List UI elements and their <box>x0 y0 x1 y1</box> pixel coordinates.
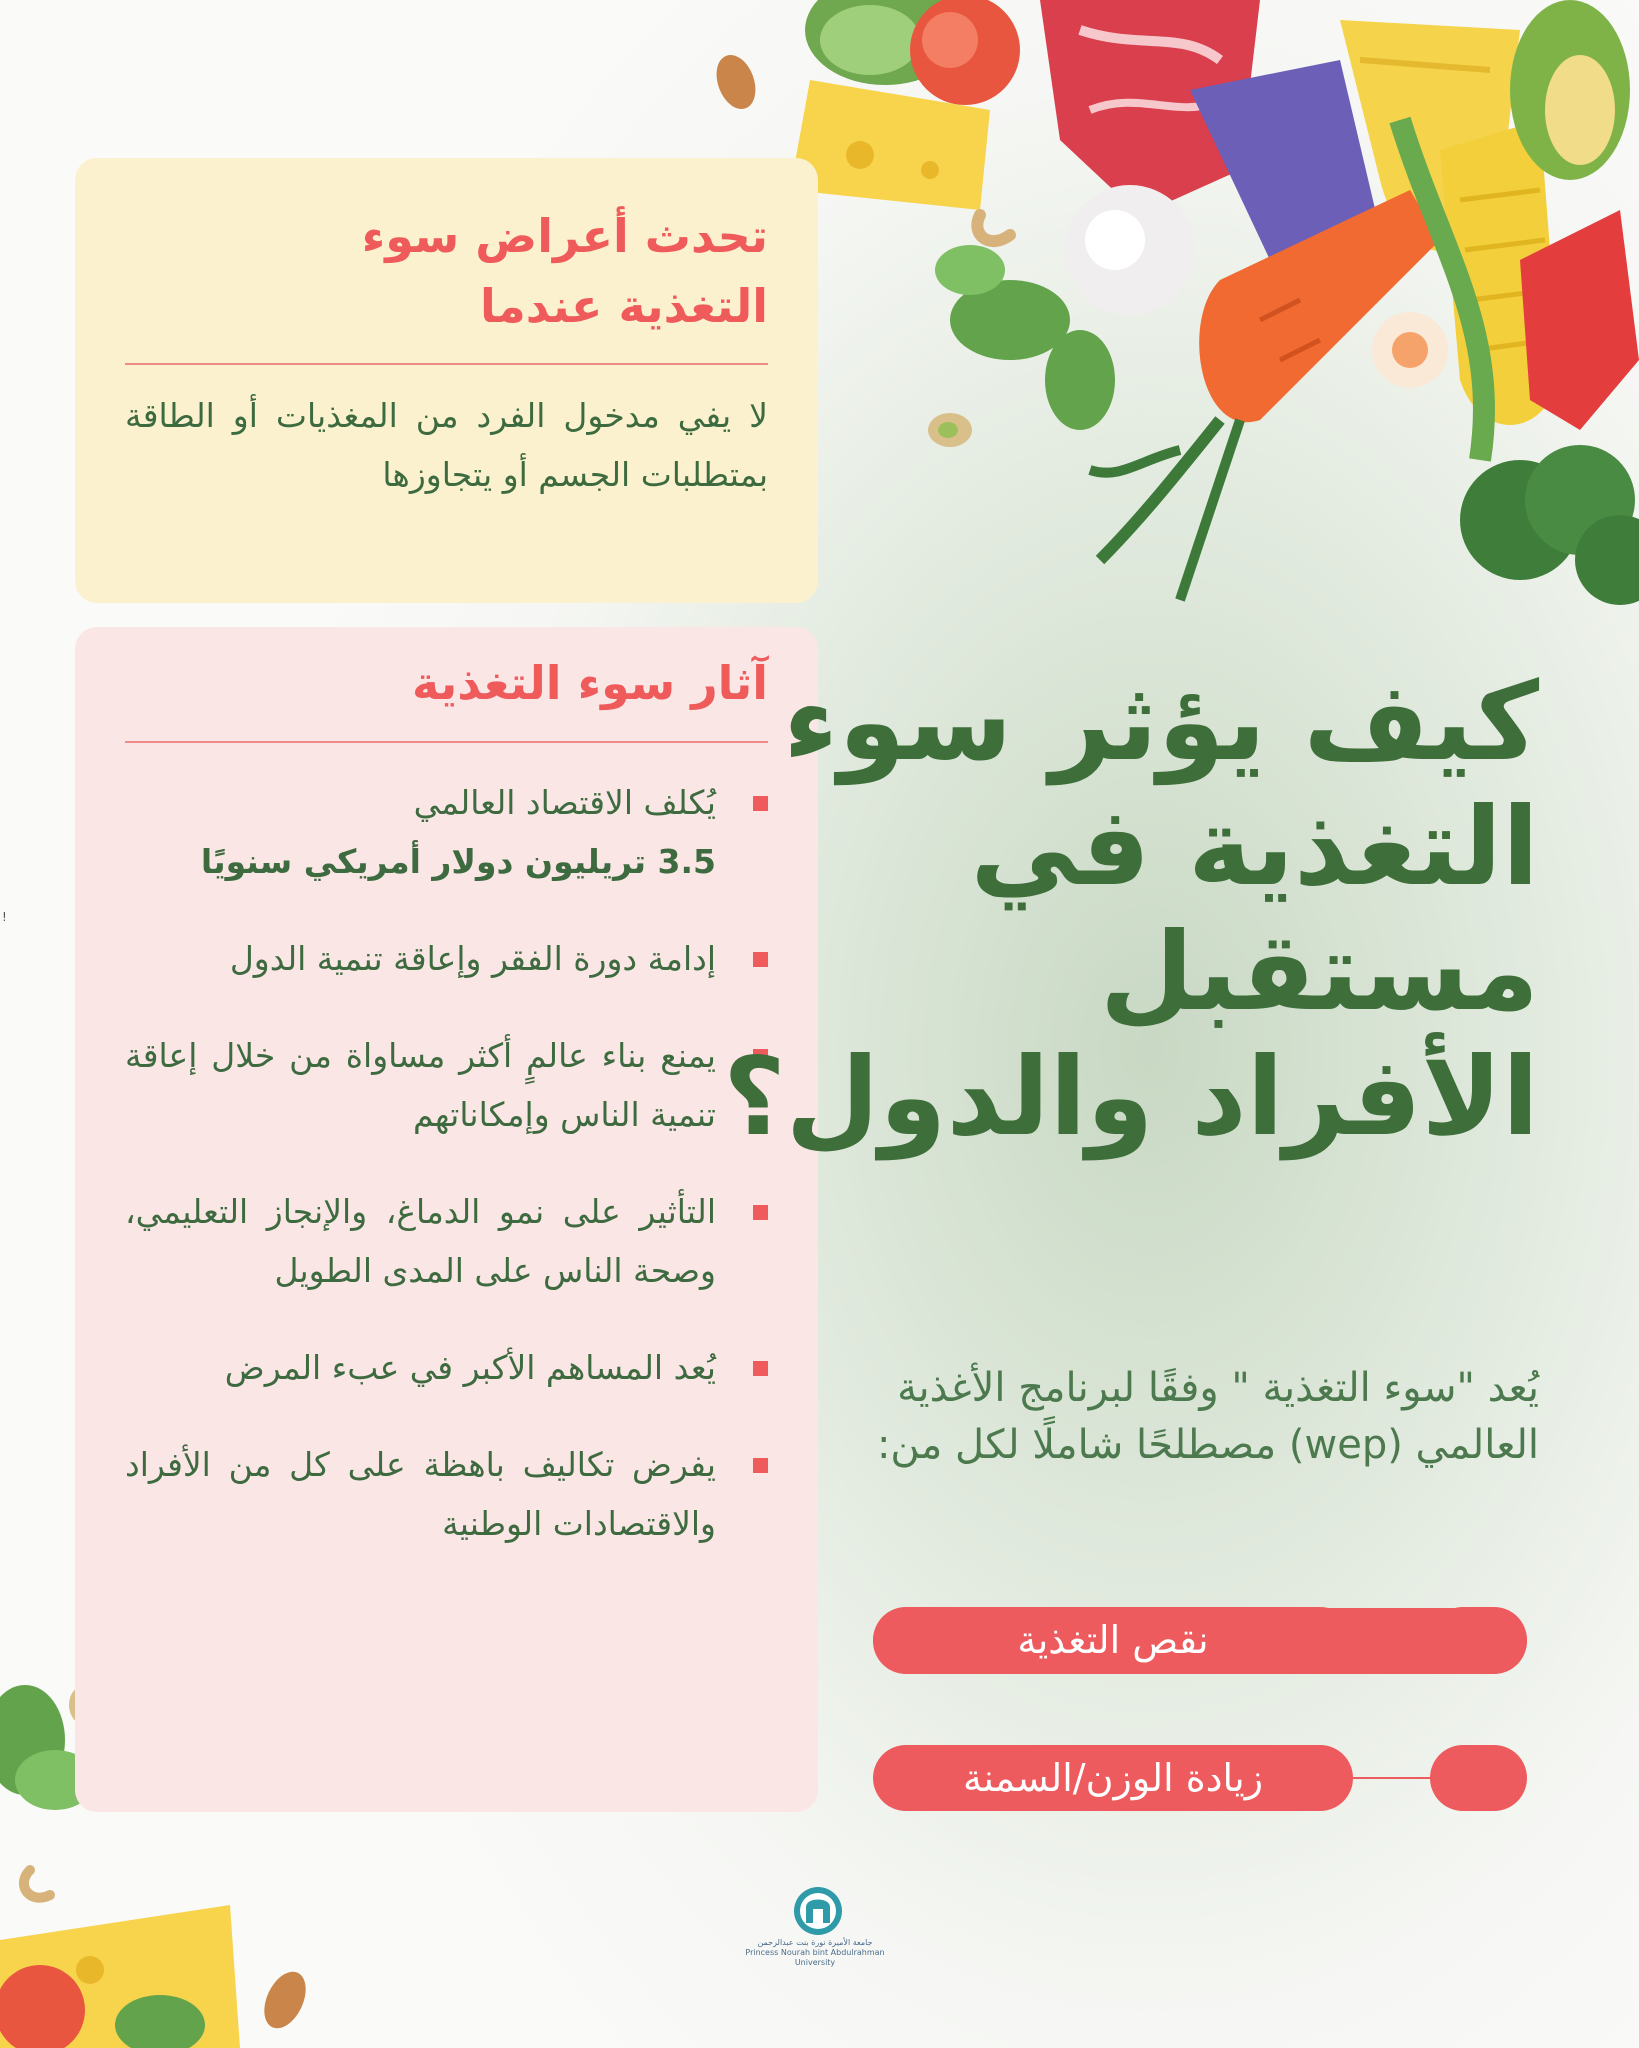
intro-text: يُعد "سوء التغذية " وفقًا لبرنامج الأغذية العالمي (wep) مصطلحًا شاملًا لكل من: <box>876 1365 1539 1468</box>
effects-list-item <box>125 1182 768 1300</box>
main-title-line: التغذية في <box>970 785 1539 910</box>
bullet-square-icon <box>753 1205 768 1220</box>
university-name-en: Princess Nourah bint Abdulrahman University <box>745 1948 885 1967</box>
effects-list-item <box>125 1338 768 1397</box>
bullet-square-icon <box>753 1361 768 1376</box>
bullet-square-icon <box>753 1458 768 1473</box>
main-title <box>719 660 1539 1160</box>
effects-list-item <box>125 929 768 988</box>
symptoms-text: لا يفي مدخول الفرد من المغذيات أو الطاقة بمتطلبات الجسم أو يتجاوزها <box>125 396 768 494</box>
option-overweight-pill: زيادة الوزن/السمنة <box>873 1745 1353 1811</box>
effects-list-item <box>125 773 768 891</box>
option-connector <box>1353 1777 1433 1779</box>
option-marker <box>1430 1607 1527 1673</box>
effects-item-text: يفرض تكاليف باهظة على كل من الأفراد والاقتصادات الوطنية <box>125 1445 716 1543</box>
university-logo-icon <box>792 1885 844 1937</box>
main-title-line: الأفراد والدول؟ <box>723 1035 1539 1160</box>
effects-item-text: التأثير على نمو الدماغ، والإنجاز التعليمي، وصحة الناس على المدى الطويل <box>125 1192 716 1290</box>
effects-panel <box>75 627 818 1812</box>
effects-divider <box>125 741 768 743</box>
effects-list-item <box>125 1026 768 1144</box>
symptoms-title-line1: تحدث أعراض سوء <box>361 209 768 263</box>
effects-item-text: إدامة دورة الفقر وإعاقة تنمية الدول <box>229 939 716 978</box>
option-connector <box>1353 1640 1433 1642</box>
effects-title: آثار سوء التغذية <box>412 656 768 710</box>
university-name-ar: جامعة الأميرة نورة بنت عبدالرحمن <box>757 1938 873 1947</box>
effects-item-bold: 3.5 تريليون دولار أمريكي سنويًا <box>200 842 716 881</box>
stray-mark: ! <box>2 910 7 924</box>
university-logo-text <box>735 1938 895 1968</box>
effects-list <box>125 773 768 1591</box>
symptoms-panel <box>75 158 818 603</box>
main-title-line: مستقبل <box>1099 910 1539 1035</box>
effects-item-text: يُعد المساهم الأكبر في عبء المرض <box>224 1348 716 1387</box>
option-undernutrition-pill: نقص التغذية <box>873 1607 1353 1673</box>
effects-list-item <box>125 1435 768 1553</box>
option-marker <box>1430 1745 1527 1811</box>
symptoms-title-line2: التغذية عندما <box>479 279 768 333</box>
effects-item-text: يُكلف الاقتصاد العالمي <box>413 783 716 822</box>
effects-item-text: يمنع بناء عالمٍ أكثر مساواة من خلال إعاقة تنمية الناس وإمكاناتهم <box>125 1036 716 1134</box>
main-title-line: كيف يؤثر سوء <box>783 660 1539 785</box>
symptoms-divider <box>125 363 768 365</box>
